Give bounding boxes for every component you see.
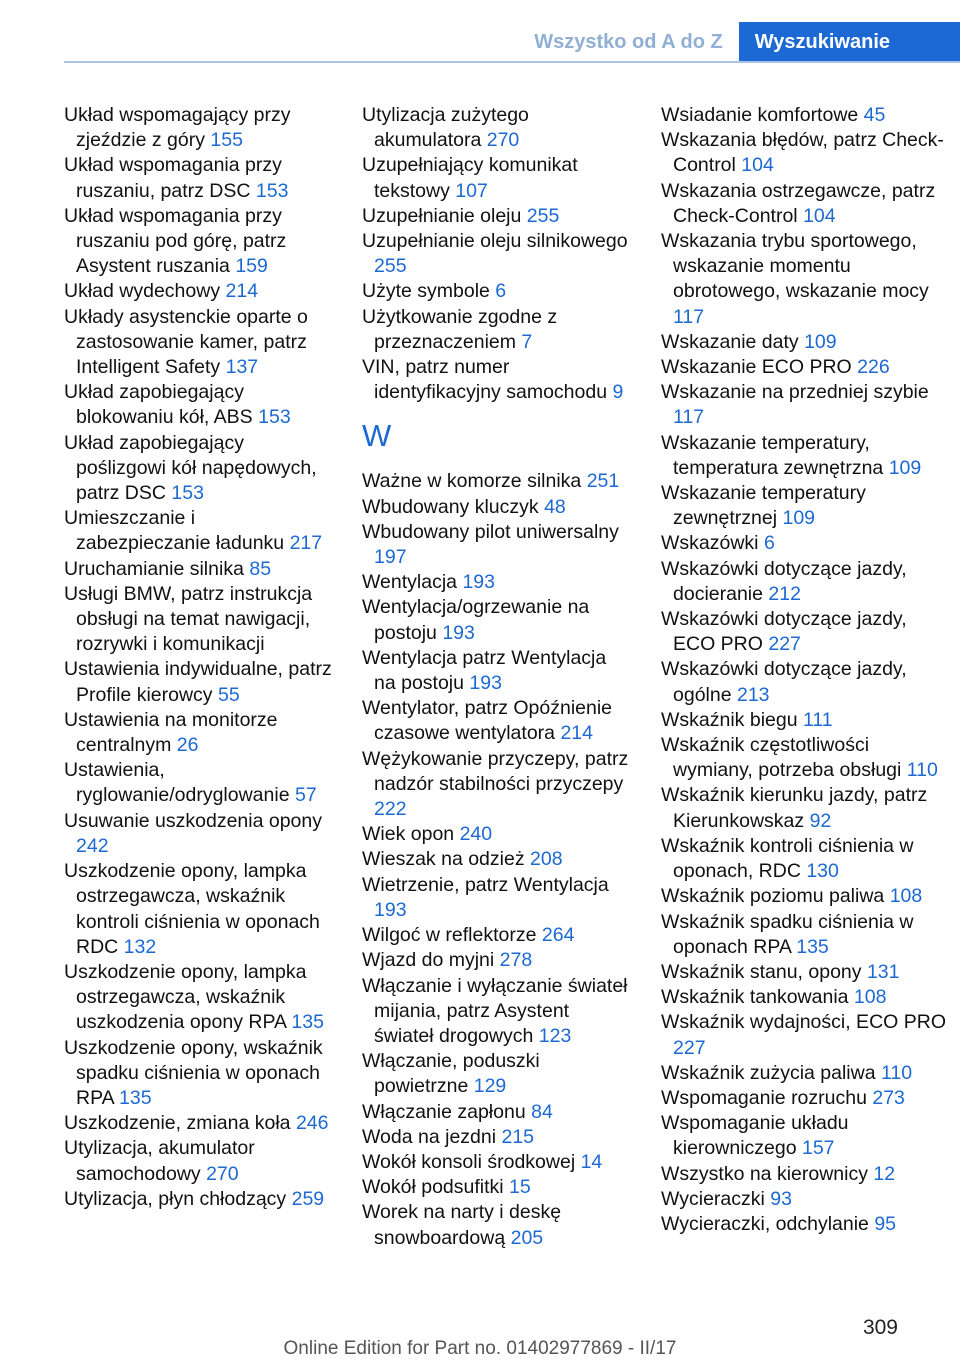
index-entry — [64, 708, 334, 758]
index-entry-text: Układ wspomagania przy ruszaniu, patrz DSC — [64, 154, 282, 202]
index-entry-text: Ustawienia indywidualne, patrz Profile kierowcy — [64, 658, 332, 706]
index-page-link[interactable]: 212 — [768, 582, 801, 605]
index-entry — [661, 103, 951, 128]
index-page-link[interactable]: 108 — [853, 986, 887, 1009]
index-entry-text: Wskaźnik kierunku jazdy, patrz Kierunkowskaz — [661, 784, 928, 832]
index-entry — [362, 469, 632, 494]
index-entry-text: Wycieraczki — [661, 1187, 765, 1210]
index-entry-text: Wieszak na odzież — [362, 848, 525, 871]
index-entry-text: Uszkodzenie, zmiana koła — [64, 1112, 291, 1135]
index-entry-text: Wentylator, patrz Opóźnienie czasowe wentylatora — [362, 697, 613, 745]
index-entry-text: Wokół konsoli środkowej — [362, 1150, 576, 1173]
index-page-link[interactable]: 137 — [225, 356, 259, 379]
index-page-link[interactable]: 155 — [210, 129, 243, 152]
index-entry-text: Ustawienia na monitorze centralnym — [64, 708, 278, 757]
index-page-link[interactable]: 110 — [906, 759, 938, 782]
index-entry — [64, 657, 334, 707]
index-entry-text: Ważne w komorze silnika — [362, 470, 582, 493]
index-entry — [362, 873, 632, 923]
index-entry — [64, 1111, 334, 1136]
index-page-link[interactable]: 85 — [249, 557, 272, 580]
index-column-2 — [362, 103, 632, 1251]
index-column-3 — [661, 103, 951, 1237]
index-page-link[interactable]: 95 — [874, 1212, 897, 1235]
index-page-link[interactable]: 193 — [462, 571, 495, 594]
index-page-link[interactable]: 273 — [872, 1086, 905, 1109]
index-entry-text: Włączanie i wyłączanie świateł mijania, patrz Asystent świateł drogowych — [362, 974, 628, 1047]
index-entry — [362, 948, 632, 973]
index-entry-text: Wskazanie temperatury, temperatura zewnętrzna — [661, 431, 884, 479]
index-entry — [362, 229, 632, 279]
index-page-link[interactable]: 278 — [499, 949, 533, 972]
index-entry-text: Układy asystenckie oparte o zastosowanie kamer, patrz Intelligent Safety — [64, 305, 308, 379]
index-page-link[interactable]: 107 — [455, 179, 488, 202]
index-page-link[interactable]: 108 — [889, 885, 923, 908]
index-entry-text: Wskazówki dotyczące jazdy, docieranie — [661, 557, 907, 605]
index-entry-text: Układ wspomagania przy ruszaniu pod górę, patrz Asystent ruszania — [64, 204, 287, 278]
index-page-link[interactable]: 242 — [76, 834, 109, 857]
index-entry — [362, 923, 632, 948]
index-entry-text: Wskaźnik wydajności, ECO PRO — [661, 1011, 946, 1034]
tab-active: Wyszukiwanie — [739, 22, 960, 62]
index-page-link[interactable]: 214 — [560, 722, 593, 745]
index-page-link[interactable]: 117 — [673, 406, 705, 429]
index-entry — [661, 657, 951, 707]
index-entry — [362, 1049, 632, 1099]
index-entry-text: Wskazanie ECO PRO — [661, 356, 852, 379]
index-entry-text: Wentylacja/ogrzewanie na postoju — [362, 596, 590, 644]
index-entry-text: Wężykowanie przyczepy, patrz nadzór stabilności przyczepy — [362, 747, 629, 795]
index-entry-text: Wskaźnik spadku ciśnienia w oponach RPA — [661, 910, 914, 958]
index-entry-text: Wskaźnik stanu, opony — [661, 960, 862, 983]
index-entry-text: VIN, patrz numer identyfikacyjny samochodu — [362, 356, 608, 404]
index-entry — [64, 758, 334, 808]
index-entry — [661, 355, 951, 380]
index-entry-text: Wskazówki dotyczące jazdy, ogólne — [661, 658, 907, 706]
index-page-link[interactable]: 159 — [235, 255, 268, 278]
index-entry-text: Użyte symbole — [362, 280, 490, 303]
index-page-link[interactable]: 135 — [796, 935, 829, 958]
index-entry — [362, 822, 632, 847]
index-page-link[interactable]: 153 — [171, 482, 204, 505]
index-page-link[interactable]: 208 — [530, 848, 563, 871]
index-page-link[interactable]: 110 — [881, 1061, 913, 1084]
index-entry-text: Wokół podsufitki — [362, 1176, 504, 1199]
index-entry — [661, 1187, 951, 1212]
index-page-link[interactable]: 193 — [442, 621, 475, 644]
index-entry — [661, 708, 951, 733]
index-entry-text: Wbudowany pilot uniwersalny — [362, 520, 619, 543]
index-entry — [661, 179, 951, 229]
index-entry — [661, 531, 951, 556]
index-entry — [362, 305, 632, 355]
index-page-link[interactable]: 129 — [473, 1075, 507, 1098]
index-page-link[interactable]: 109 — [782, 507, 816, 530]
index-entry — [362, 1175, 632, 1200]
index-page-link[interactable]: 240 — [459, 823, 493, 846]
index-entry-text: Wietrzenie, patrz Wentylacja — [362, 873, 609, 896]
index-entry-text: Wskaźnik biegu — [661, 708, 798, 731]
index-entry-text: Wskaźnik częstotliwości wymiany, potrzeba obsługi — [661, 734, 902, 782]
index-entry-text: Wycieraczki, odchylanie — [661, 1212, 869, 1235]
index-page-link[interactable]: 48 — [544, 495, 566, 518]
index-entry-text: Utylizacja zużytego akumulatora — [362, 104, 529, 152]
index-page-link[interactable]: 222 — [374, 798, 407, 821]
index-entry-text: Utylizacja, płyn chłodzący — [64, 1187, 287, 1210]
index-entry — [362, 1200, 632, 1250]
index-entry-text: Użytkowanie zgodne z przeznaczeniem — [362, 305, 558, 353]
index-page-link[interactable]: 135 — [291, 1011, 324, 1034]
index-entry — [362, 570, 632, 595]
index-page-link[interactable]: 255 — [374, 255, 407, 278]
index-entry — [64, 582, 334, 658]
index-entry — [64, 859, 334, 960]
index-entry — [661, 1086, 951, 1111]
index-entry — [362, 1150, 632, 1175]
index-entry-text: Uszkodzenie opony, wskaźnik spadku ciśnienia w oponach RPA — [64, 1036, 323, 1109]
index-entry — [661, 128, 951, 178]
index-entry-text: Utylizacja, akumulator samochodowy — [64, 1137, 255, 1185]
index-entry-text: Układ zapobiegający poślizgowi kół napędowych, patrz DSC — [64, 431, 317, 505]
index-page-link[interactable]: 6 — [495, 280, 507, 303]
index-entry-text: Wskazania błędów, patrz Check-Control — [661, 129, 944, 177]
index-entry-text: Wentylacja patrz Wentylacja na postoju — [362, 646, 607, 695]
index-page-link[interactable]: 111 — [802, 708, 833, 731]
header — [518, 22, 960, 62]
index-page-link[interactable]: 255 — [526, 204, 560, 227]
index-page-link[interactable]: 132 — [123, 935, 157, 958]
index-entry — [661, 229, 951, 330]
index-page-link[interactable]: 270 — [206, 1162, 239, 1185]
index-entry-text: Uruchamianie silnika — [64, 557, 244, 580]
footer: Online Edition for Part no. 01402977869 - II/17 — [283, 1338, 677, 1359]
index-entry-text: Wskazania trybu sportowego, wskazanie momentu obrotowego, wskazanie mocy — [661, 230, 929, 303]
index-page-link[interactable]: 12 — [873, 1162, 896, 1185]
index-entry — [64, 960, 334, 1036]
index-page-link[interactable]: 6 — [763, 532, 775, 555]
index-page-link[interactable]: 7 — [521, 330, 533, 353]
index-entry-text: Wbudowany kluczyk — [362, 495, 539, 518]
index-entry — [661, 481, 951, 531]
index-page-link[interactable]: 14 — [580, 1150, 603, 1173]
index-entry-text: Wszystko na kierownicy — [661, 1162, 868, 1185]
index-entry — [661, 557, 951, 607]
index-entry-text: Wskaźnik kontroli ciśnienia w oponach, RDC — [661, 834, 914, 883]
index-page-link[interactable]: 45 — [863, 104, 886, 126]
index-entry-text: Układ wspomagający przy zjeździe z góry — [64, 104, 291, 152]
index-page-link[interactable]: 157 — [801, 1137, 835, 1160]
index-entry — [64, 1187, 334, 1212]
page-number: 309 — [862, 1316, 898, 1339]
index-page-link[interactable]: 193 — [374, 898, 407, 921]
index-entry — [661, 607, 951, 657]
index-entry — [661, 1010, 951, 1060]
index-page-link[interactable]: 205 — [510, 1226, 544, 1249]
index-entry — [362, 646, 632, 696]
index-page-link[interactable]: 109 — [804, 330, 837, 353]
index-page-link[interactable]: 197 — [374, 546, 407, 569]
index-entry — [362, 355, 632, 405]
index-page-link[interactable]: 217 — [289, 532, 323, 555]
index-page-link[interactable]: 153 — [255, 179, 289, 202]
index-page-link[interactable]: 226 — [857, 356, 890, 379]
index-entry — [64, 809, 334, 859]
index-entry-text: Włączanie zapłonu — [362, 1100, 526, 1123]
index-entry-text: Uszkodzenie opony, lampka ostrzegawcza, wskaźnik uszkodzenia opony RPA — [64, 960, 307, 1034]
index-column-1 — [64, 103, 334, 1212]
index-entry-text: Wskazanie na przedniej szybie — [661, 381, 929, 404]
index-entry-text: Wspomaganie rozruchu — [661, 1086, 867, 1109]
index-page-link[interactable]: 123 — [538, 1024, 572, 1047]
index-letter-heading: W — [362, 418, 392, 454]
index-entry-text: Wskaźnik zużycia paliwa — [661, 1061, 876, 1084]
index-page-link[interactable]: 117 — [673, 305, 705, 328]
index-entry — [661, 1111, 951, 1161]
index-page-link[interactable]: 9 — [612, 381, 624, 404]
index-entry — [362, 103, 632, 153]
index-page-link[interactable]: 259 — [291, 1187, 325, 1210]
index-entry-text: Wentylacja — [362, 571, 458, 594]
index-entry — [661, 1212, 951, 1237]
index-entry — [362, 747, 632, 823]
index-entry-text: Wsiadanie komfortowe — [661, 104, 859, 126]
index-page-link[interactable]: 130 — [806, 860, 839, 883]
index-entry — [64, 431, 334, 507]
index-entry-text: Wskazanie daty — [661, 330, 799, 353]
index-entry — [661, 834, 951, 884]
index-page-link[interactable]: 84 — [531, 1100, 553, 1123]
index-page-link[interactable]: 227 — [768, 633, 801, 656]
index-entry-text: Uzupełniający komunikat tekstowy — [362, 154, 578, 202]
index-entry-text: Wskazanie temperatury zewnętrznej — [661, 482, 866, 530]
index-entry-text: Uszkodzenie opony, lampka ostrzegawcza, wskaźnik kontroli ciśnienia w oponach RDC — [64, 860, 320, 958]
index-entry — [64, 380, 334, 430]
index-entry-text: Układ wydechowy — [64, 280, 221, 303]
index-entry — [64, 1036, 334, 1112]
index-entry-text: Ustawienia, ryglowanie/odryglowanie — [64, 759, 290, 807]
index-entry — [661, 985, 951, 1010]
index-entry-text: Wskaźnik tankowania — [661, 986, 849, 1009]
index-page-link[interactable]: 213 — [736, 683, 770, 706]
index-entry — [661, 1061, 951, 1086]
index-entry — [661, 783, 951, 833]
index-entry — [64, 557, 334, 582]
index-page-link[interactable]: 246 — [295, 1112, 329, 1135]
index-page-link[interactable]: 215 — [501, 1125, 535, 1148]
index-entry-text: Woda na jezdni — [362, 1125, 497, 1148]
index-entry — [64, 153, 334, 203]
index-entry — [661, 884, 951, 909]
index-page-link[interactable]: 15 — [509, 1176, 531, 1199]
index-entry-text: Układ zapobiegający blokowaniu kół, ABS — [64, 381, 253, 429]
index-entry-text: Włączanie, poduszki powietrzne — [362, 1050, 540, 1098]
index-entry-text: Usuwanie uszkodzenia opony — [64, 809, 322, 832]
index-entry — [362, 279, 632, 304]
index-page-link[interactable]: 251 — [586, 470, 620, 493]
index-page-link[interactable]: 26 — [176, 734, 199, 757]
index-entry — [64, 305, 334, 381]
index-page-link[interactable]: 57 — [294, 784, 317, 807]
index-page-link[interactable]: 264 — [541, 924, 575, 947]
index-entry — [661, 1162, 951, 1187]
index-entry-text: Wiek opon — [362, 823, 455, 846]
index-entry-text: Wskazówki — [661, 532, 759, 555]
index-page-link[interactable]: 153 — [258, 406, 291, 429]
index-page-link[interactable]: 93 — [770, 1187, 792, 1210]
index-page-link[interactable]: 193 — [469, 672, 502, 695]
index-page-link[interactable]: 109 — [888, 456, 922, 479]
index-entry-text: Uzupełnianie oleju — [362, 204, 522, 227]
index-entry-text: Usługi BMW, patrz instrukcja obsługi na temat nawigacji, rozrywki i komunikacji — [64, 582, 313, 656]
index-entry-text: Uzupełnianie oleju silnikowego — [362, 230, 628, 253]
index-entry — [661, 431, 951, 481]
index-entry — [661, 330, 951, 355]
index-entry-text: Wskaźnik poziomu paliwa — [661, 885, 885, 908]
index-page-link[interactable]: 227 — [673, 1036, 706, 1059]
index-entry — [362, 847, 632, 872]
index-entry-text: Wspomaganie układu kierowniczego — [661, 1112, 849, 1160]
index-entry-text: Wskazania ostrzegawcze, patrz Check-Control — [661, 179, 936, 227]
index-entry — [362, 204, 632, 229]
index-entry — [362, 520, 632, 570]
index-entry — [362, 153, 632, 203]
index-entry — [64, 506, 334, 556]
index-page-link[interactable]: 104 — [803, 204, 836, 227]
index-entry — [661, 910, 951, 960]
section-title: Wszystko od A do Z — [534, 30, 723, 53]
index-entry — [661, 960, 951, 985]
index-entry — [64, 103, 334, 153]
index-entry-text: Umieszczanie i zabezpieczanie ładunku — [64, 507, 285, 555]
index-entry — [362, 1125, 632, 1150]
index-entry — [362, 696, 632, 746]
index-entry — [362, 595, 632, 645]
index-page-link[interactable]: 92 — [809, 809, 832, 832]
index-page-link[interactable]: 214 — [225, 280, 259, 303]
index-entry-text: Wjazd do myjni — [362, 949, 495, 972]
index-page-link[interactable]: 104 — [741, 154, 774, 177]
index-entry — [362, 974, 632, 1050]
index-entry — [661, 380, 951, 430]
index-entry — [64, 1136, 334, 1186]
index-page-link[interactable]: 270 — [486, 129, 520, 152]
header-rule — [64, 61, 960, 63]
index-entry — [362, 495, 632, 520]
index-entry-text: Worek na narty i deskę snowboardową — [362, 1201, 562, 1249]
index-page-link[interactable]: 55 — [217, 683, 240, 706]
index-entry — [64, 279, 334, 304]
index-entry — [661, 733, 951, 783]
index-entry — [362, 1100, 632, 1125]
index-entry — [64, 204, 334, 280]
index-entry-text: Wilgoć w reflektorze — [362, 924, 537, 947]
index-page-link[interactable]: 131 — [866, 960, 900, 983]
index-page-link[interactable]: 135 — [119, 1086, 152, 1109]
index-entry-text: Wskazówki dotyczące jazdy, ECO PRO — [661, 608, 907, 656]
